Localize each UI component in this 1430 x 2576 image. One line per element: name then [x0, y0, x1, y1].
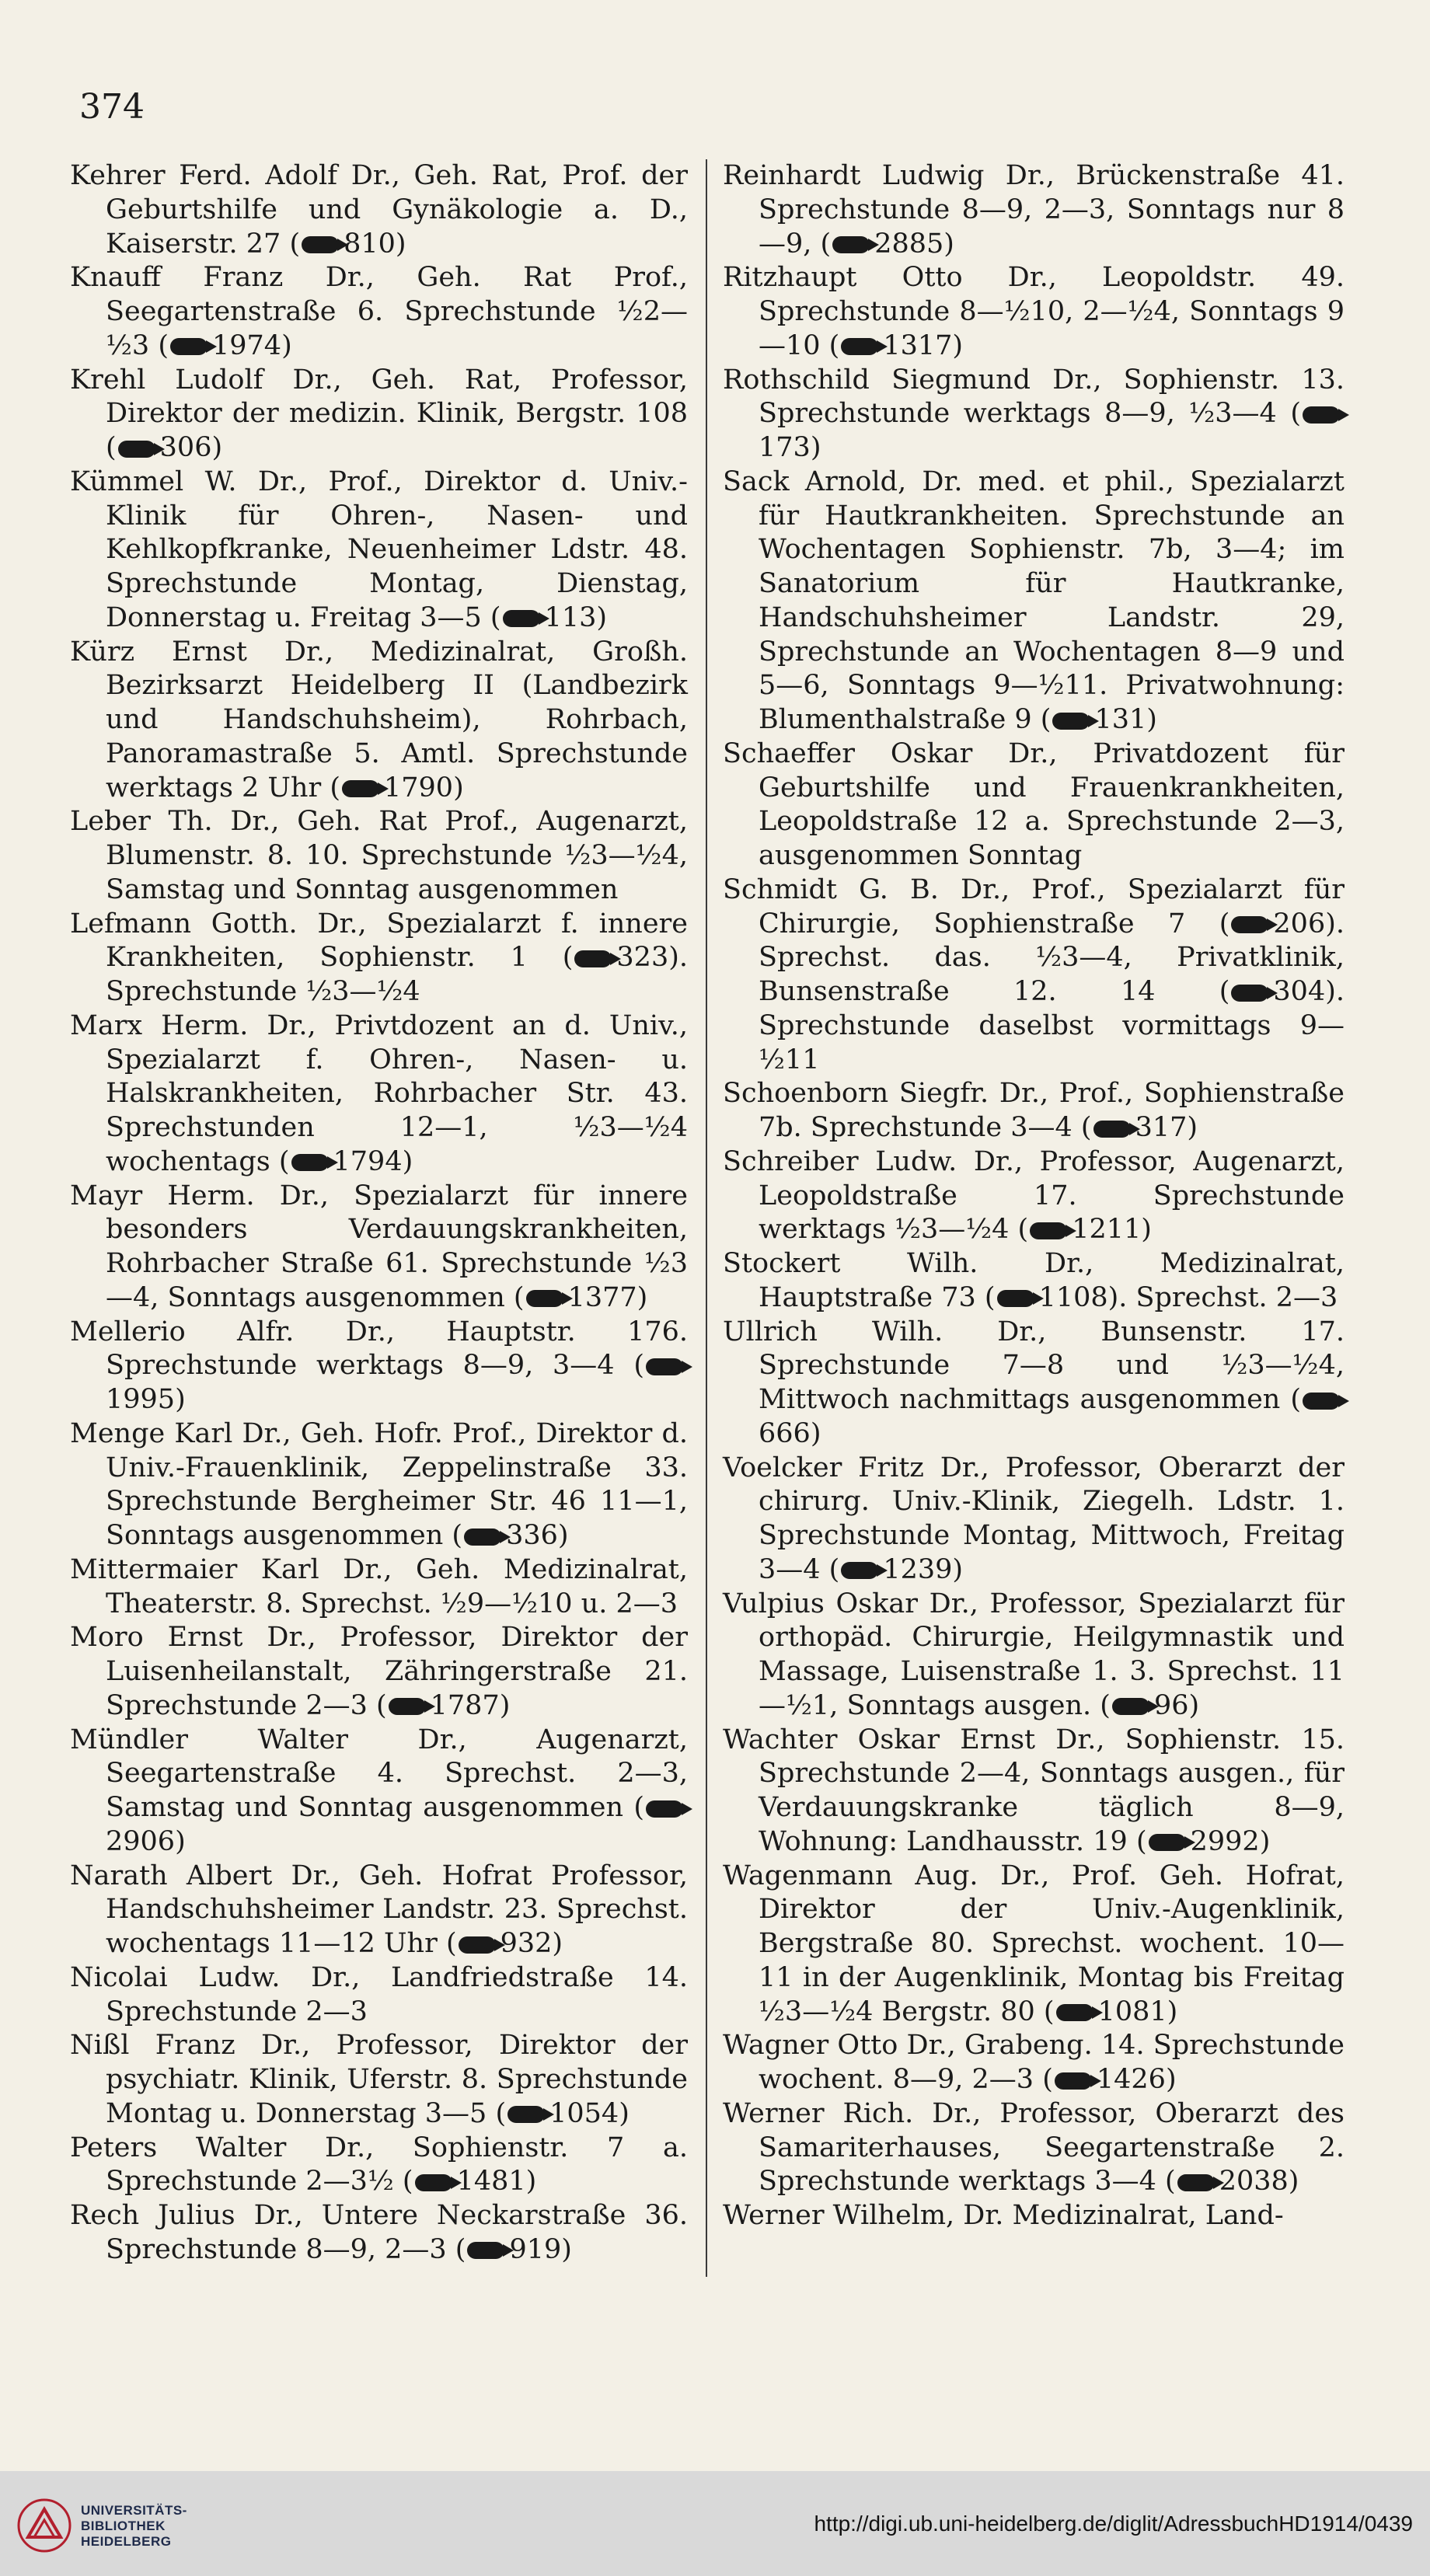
- telephone-number: 96: [1153, 1689, 1189, 1721]
- directory-entry: [723, 1724, 1345, 1860]
- directory-entry: [723, 1077, 1345, 1145]
- directory-entry: [70, 2199, 688, 2268]
- telephone-number: 1974: [211, 329, 282, 361]
- telephone-number: 1239: [883, 1553, 953, 1585]
- entry-text: Schaeffer Oskar Dr., Privatdozent für Geburtshilfe und Frauenkrankheiten, Leopoldstraße 12 a. Sprechstunde 2—3, ausgenommen Sonntag: [723, 737, 1345, 871]
- directory-entry: [723, 873, 1345, 1078]
- telephone-icon: [464, 1529, 501, 1546]
- entry-text: Mittermaier Karl Dr., Geh. Medizinalrat, Theaterstr. 8. Sprechst. ½9—½10 u. 2—3: [70, 1553, 688, 1619]
- entry-text-tail: ): [525, 2166, 537, 2198]
- entry-text-tail: ). Sprechstunde daselbst vormittags 9—½11: [759, 976, 1345, 1075]
- entry-text-tail: ): [810, 1417, 821, 1449]
- entry-text: Schreiber Ludw. Dr., Professor, Augenarzt, Leopoldstraße 17. Sprechstunde werktags ½3—½4 (: [723, 1145, 1345, 1246]
- telephone-number: 304: [1273, 976, 1326, 1007]
- telephone-number: 666: [759, 1417, 811, 1449]
- entry-text: Rech Julius Dr., Untere Neckarstraße 36. Sprechstunde 8—9, 2—3 (: [70, 2200, 688, 2265]
- column-divider: [706, 159, 707, 2277]
- telephone-number: 336: [506, 1520, 558, 1551]
- entry-text: Mündler Walter Dr., Augenarzt, Seegartenstraße 4. Sprechst. 2—3, Samstag und Sonntag ausgenommen (: [70, 1724, 688, 1823]
- directory-entry: [723, 1247, 1345, 1316]
- entry-text-tail: ): [596, 601, 608, 633]
- directory-entry: [70, 636, 688, 806]
- entry-text-tail: ): [637, 1281, 648, 1313]
- telephone-number: 113: [544, 601, 597, 633]
- telephone-number: 1081: [1097, 1996, 1167, 2027]
- directory-entry: [723, 1145, 1345, 1247]
- entry-text: Mayr Herm. Dr., Spezialarzt für innere besonders Verdauungskrankheiten, Rohrbacher Straße 61. Sprechstunde ½3—4, Sonntags ausgenommen (: [70, 1180, 688, 1313]
- entry-text-tail: ): [395, 228, 406, 260]
- entry-text: Ritzhaupt Otto Dr., Leopoldstr. 49. Sprechstunde 8—½10, 2—½4, Sonntags 9—10 (: [723, 262, 1345, 361]
- directory-entry: [70, 1724, 688, 1860]
- telephone-number: 1426: [1096, 2064, 1166, 2095]
- directory-entry: [723, 1860, 1345, 2030]
- telephone-icon: [291, 1154, 329, 1171]
- telephone-number: 206: [1273, 908, 1326, 939]
- entry-text: Leber Th. Dr., Geh. Rat Prof., Augenarzt, Blumenstr. 8. 10. Sprechstunde ½3—½4, Samstag und Sonntag ausgenommen: [70, 806, 688, 905]
- directory-entry: [70, 2029, 688, 2131]
- entry-text: Werner Rich. Dr., Professor, Oberarzt des Samariterhauses, Seegartenstraße 2. Sprechstunde werktags 3—4 (: [723, 2097, 1345, 2198]
- directory-entry: [723, 737, 1345, 873]
- entry-text: Reinhardt Ludwig Dr., Brückenstraße 41. Sprechstunde 8—9, 2—3, Sonntags nur 8—9, (: [723, 160, 1345, 260]
- directory-entry: [70, 159, 688, 261]
- telephone-number: 932: [500, 1928, 553, 1959]
- telephone-number: 2885: [874, 228, 944, 260]
- entry-text: Nicolai Ludw. Dr., Landfriedstraße 14. Sprechstunde 2—3: [70, 1961, 688, 2027]
- logo-line: UNIVERSITÄTS-: [81, 2503, 187, 2518]
- telephone-icon: [1093, 1121, 1131, 1138]
- telephone-icon: [1303, 1393, 1340, 1410]
- left-column: [70, 159, 688, 2268]
- telephone-icon: [415, 2174, 452, 2191]
- telephone-number: 323: [616, 942, 669, 974]
- telephone-icon: [1231, 985, 1268, 1002]
- entry-text: Lefmann Gotth. Dr., Spezialarzt f. innere Krankheiten, Sophienstr. 1 (: [70, 908, 688, 974]
- entry-text: Wagner Otto Dr., Grabeng. 14. Sprechstunde wochent. 8—9, 2—3 (: [723, 2030, 1345, 2095]
- entry-text: Ullrich Wilh. Dr., Bunsenstr. 17. Sprechstunde 7—8 und ½3—½4, Mittwoch nachmittags ausgenommen (: [723, 1316, 1345, 1415]
- telephone-icon: [467, 2242, 504, 2259]
- entry-text: Wagenmann Aug. Dr., Prof. Geh. Hofrat, Direktor der Univ.-Augenklinik, Bergstraße 80. Sprechst. wochent. 10—11 in der Augenklinik, Montag bis Freitag ½3—½4 Bergstr. 80 (: [723, 1860, 1345, 2027]
- telephone-icon: [646, 1800, 683, 1818]
- entry-text: Menge Karl Dr., Geh. Hofr. Prof., Direktor d. Univ.-Frauenklinik, Zeppelinstraße 33. Sprechstunde Bergheimer Str. 46 11—1, Sonntags ausgenommen (: [70, 1417, 688, 1551]
- entry-text: Stockert Wilh. Dr., Medizinalrat, Hauptstraße 73 (: [723, 1248, 1345, 1313]
- entry-text: Schmidt G. B. Dr., Prof., Spezialarzt für Chirurgie, Sophienstraße 7 (: [723, 873, 1345, 939]
- telephone-icon: [302, 236, 339, 253]
- entry-text-tail: ): [1167, 1996, 1178, 2027]
- directory-entry: [70, 1621, 688, 1723]
- directory-entry: [70, 261, 688, 363]
- telephone-icon: [170, 338, 208, 355]
- directory-entry: [723, 1316, 1345, 1452]
- telephone-number: 2038: [1219, 2166, 1289, 2198]
- entry-text: Kümmel W. Dr., Prof., Direktor d. Univ.-Klinik für Ohren-, Nasen- und Kehlkopfkranke, Neuenheimer Ldstr. 48. Sprechstunde Montag, Dienstag, Donnerstag u. Freitag 3—5 (: [70, 465, 688, 633]
- entry-text: Voelcker Fritz Dr., Professor, Oberarzt der chirurg. Univ.-Klinik, Ziegelh. Ldstr. 1. Sprechstunde Montag, Mittwoch, Freitag 3—4 (: [723, 1452, 1345, 1585]
- logo-line: BIBLIOTHEK: [81, 2518, 166, 2533]
- directory-entry: [70, 1553, 688, 1622]
- telephone-icon: [841, 338, 878, 355]
- directory-entry: [70, 1417, 688, 1553]
- telephone-number: 317: [1135, 1112, 1188, 1143]
- telephone-number: 919: [509, 2233, 562, 2265]
- entry-text: Krehl Ludolf Dr., Geh. Rat, Professor, Direktor der medizin. Klinik, Bergstr. 108 (: [70, 364, 688, 463]
- entry-text: Kehrer Ferd. Adolf Dr., Geh. Rat, Prof. der Geburtshilfe und Gynäkologie a. D., Kaiserstr. 27 (: [70, 160, 688, 260]
- entry-text-tail: ): [499, 1689, 511, 1721]
- telephone-number: 1995: [106, 1384, 176, 1415]
- entry-text: Schoenborn Siegfr. Dr., Prof., Sophienstraße 7b. Sprechstunde 3—4 (: [723, 1078, 1345, 1143]
- telephone-number: 1481: [456, 2166, 526, 2198]
- directory-entry: [70, 1961, 688, 2030]
- entry-text-tail: ): [1259, 1825, 1271, 1857]
- entry-text: Sack Arnold, Dr. med. et phil., Spezialarzt für Hautkrankheiten. Sprechstunde an Wochentagen Sophienstr. 7b, 3—4; im Sanatorium für Hautkranke, Handschuhsheimer Landstr. 29, Sprechstunde an Wochentagen 8—9 und 5—6, Sonntags 9—½11. Privatwohnung: Blumenthalstraße 9 (: [723, 465, 1345, 735]
- directory-entry: [70, 1009, 688, 1180]
- directory-entry: [70, 1860, 688, 1961]
- entry-text-tail: ). Sprechst. das. ½3—4, Privatklinik, Bunsenstraße 12. 14 (: [759, 908, 1345, 1007]
- entry-text: Werner Wilhelm, Dr. Medizinalrat, Land-: [723, 2200, 1284, 2231]
- telephone-icon: [503, 610, 540, 627]
- directory-entry: [723, 465, 1345, 737]
- telephone-number: 2992: [1190, 1825, 1260, 1857]
- telephone-icon: [1149, 1834, 1186, 1851]
- entry-text-tail: ): [943, 228, 954, 260]
- telephone-number: 1787: [430, 1689, 500, 1721]
- directory-entry: [723, 2029, 1345, 2097]
- entry-text-tail: ). Sprechst. 2—3: [1107, 1281, 1338, 1313]
- entry-text-tail: ): [1187, 1112, 1198, 1143]
- entry-text-tail: ): [402, 1145, 413, 1177]
- telephone-number: 1377: [567, 1281, 637, 1313]
- telephone-number: 1790: [383, 772, 454, 803]
- entry-text: Marx Herm. Dr., Privtdozent an d. Univ., Spezialarzt f. Ohren-, Nasen- u. Halskrankheiten, Rohrbacher Str. 43. Sprechstunden 12—1, ½3—½4 wochentags (: [70, 1009, 688, 1177]
- entry-text: Knauff Franz Dr., Geh. Rat Prof., Seegartenstraße 6. Sprechstunde ½2—½3 (: [70, 262, 688, 361]
- entry-text: Kürz Ernst Dr., Medizinalrat, Großh. Bezirksarzt Heidelberg II (Landbezirk und Handschuhsheim), Rohrbach, Panoramastraße 5. Amtl. Sprechstunde werktags 2 Uhr (: [70, 636, 688, 803]
- entry-text: Peters Walter Dr., Sophienstr. 7 a. Sprechstunde 2—3½ (: [70, 2132, 688, 2198]
- entry-text-tail: ). Sprechstunde ½3—½4: [106, 942, 688, 1007]
- directory-entry: [723, 1452, 1345, 1588]
- directory-entry: [70, 908, 688, 1009]
- telephone-icon: [574, 950, 612, 967]
- telephone-icon: [389, 1698, 426, 1715]
- entry-text-tail: ): [1288, 2166, 1299, 2198]
- telephone-icon: [118, 441, 155, 458]
- directory-entry: [723, 159, 1345, 261]
- telephone-icon: [1030, 1222, 1067, 1239]
- entry-text: Moro Ernst Dr., Professor, Direktor der Luisenheilanstalt, Zähringerstraße 21. Sprechstunde 2—3 (: [70, 1622, 688, 1721]
- entry-text: Nißl Franz Dr., Professor, Direktor der psychiatr. Klinik, Uferstr. 8. Sprechstunde Montag u. Donnerstag 3—5 (: [70, 2030, 688, 2129]
- telephone-number: 810: [344, 228, 396, 260]
- directory-entry: [70, 805, 688, 907]
- page-number: 374: [79, 87, 145, 127]
- directory-entry: [70, 1316, 688, 1417]
- telephone-icon: [507, 2106, 545, 2123]
- directory-entry: [723, 2199, 1345, 2233]
- entry-text-tail: ): [175, 1384, 186, 1415]
- telephone-icon: [841, 1562, 878, 1579]
- logo-line: HEIDELBERG: [81, 2534, 172, 2549]
- entry-text-tail: ): [557, 1520, 569, 1551]
- telephone-number: 306: [159, 432, 212, 463]
- entry-text-tail: ): [561, 2233, 572, 2265]
- directory-entry: [70, 1180, 688, 1316]
- telephone-icon: [342, 780, 379, 797]
- telephone-icon: [997, 1290, 1034, 1307]
- telephone-number: 1211: [1072, 1214, 1142, 1246]
- directory-entry: [723, 1588, 1345, 1724]
- entry-text-tail: ): [952, 329, 964, 361]
- entry-text-tail: ): [1165, 2064, 1177, 2095]
- telephone-number: 1108: [1038, 1281, 1108, 1313]
- telephone-icon: [459, 1936, 496, 1954]
- source-url-link[interactable]: http://digi.ub.uni-heidelberg.de/diglit/AdressbuchHD1914/0439: [814, 2512, 1413, 2536]
- entry-text-tail: ): [619, 2097, 630, 2129]
- telephone-number: 1054: [549, 2097, 619, 2129]
- entry-text-tail: ): [1141, 1214, 1152, 1246]
- directory-entry: [723, 364, 1345, 465]
- directory-entry: [70, 2132, 688, 2200]
- entry-text-tail: ): [552, 1928, 563, 1959]
- telephone-icon: [1177, 2174, 1215, 2191]
- telephone-number: 131: [1094, 704, 1147, 735]
- telephone-icon: [832, 236, 870, 253]
- entry-text-tail: ): [211, 432, 223, 463]
- library-logo-text: [81, 2503, 187, 2550]
- library-logo-icon: [17, 2498, 72, 2553]
- entry-text: Vulpius Oskar Dr., Professor, Spezialarzt für orthopäd. Chirurgie, Heilgymnastik und Massage, Luisenstraße 1. 3. Sprechst. 11—½1, Sonntags ausgen. (: [723, 1588, 1345, 1721]
- entry-text: Narath Albert Dr., Geh. Hofrat Professor, Handschuhsheimer Landstr. 23. Sprechst. wochentags 11—12 Uhr (: [70, 1860, 688, 1959]
- directory-entry: [70, 465, 688, 636]
- telephone-icon: [1303, 406, 1340, 424]
- directory-entry: [723, 261, 1345, 363]
- telephone-number: 173: [759, 432, 811, 463]
- entry-text-tail: ): [1188, 1689, 1200, 1721]
- entry-text: Mellerio Alfr. Dr., Hauptstr. 176. Sprechstunde werktags 8—9, 3—4 (: [70, 1316, 688, 1382]
- entry-text-tail: ): [281, 329, 292, 361]
- directory-entry: [70, 364, 688, 465]
- telephone-icon: [1112, 1698, 1149, 1715]
- entry-text-tail: ): [1146, 704, 1157, 735]
- telephone-icon: [1052, 713, 1090, 730]
- entry-text-tail: ): [810, 432, 821, 463]
- directory-entry: [723, 2097, 1345, 2199]
- telephone-icon: [1231, 916, 1268, 933]
- telephone-icon: [646, 1358, 683, 1375]
- telephone-number: 1317: [883, 329, 953, 361]
- entry-text-tail: ): [175, 1825, 186, 1857]
- telephone-number: 1794: [333, 1145, 403, 1177]
- entry-text-tail: ): [453, 772, 464, 803]
- telephone-icon: [1055, 2072, 1092, 2090]
- entry-text-tail: ): [952, 1553, 964, 1585]
- entry-text: Rothschild Siegmund Dr., Sophienstr. 13. Sprechstunde werktags 8—9, ½3—4 (: [723, 364, 1345, 430]
- telephone-number: 2906: [106, 1825, 176, 1857]
- telephone-icon: [1056, 2004, 1093, 2021]
- right-column: [723, 159, 1345, 2233]
- telephone-icon: [526, 1290, 563, 1307]
- entry-text: Wachter Oskar Ernst Dr., Sophienstr. 15. Sprechstunde 2—4, Sonntags ausgen., für Verdauungskranke täglich 8—9, Wohnung: Landhausstr. 19 (: [723, 1724, 1345, 1857]
